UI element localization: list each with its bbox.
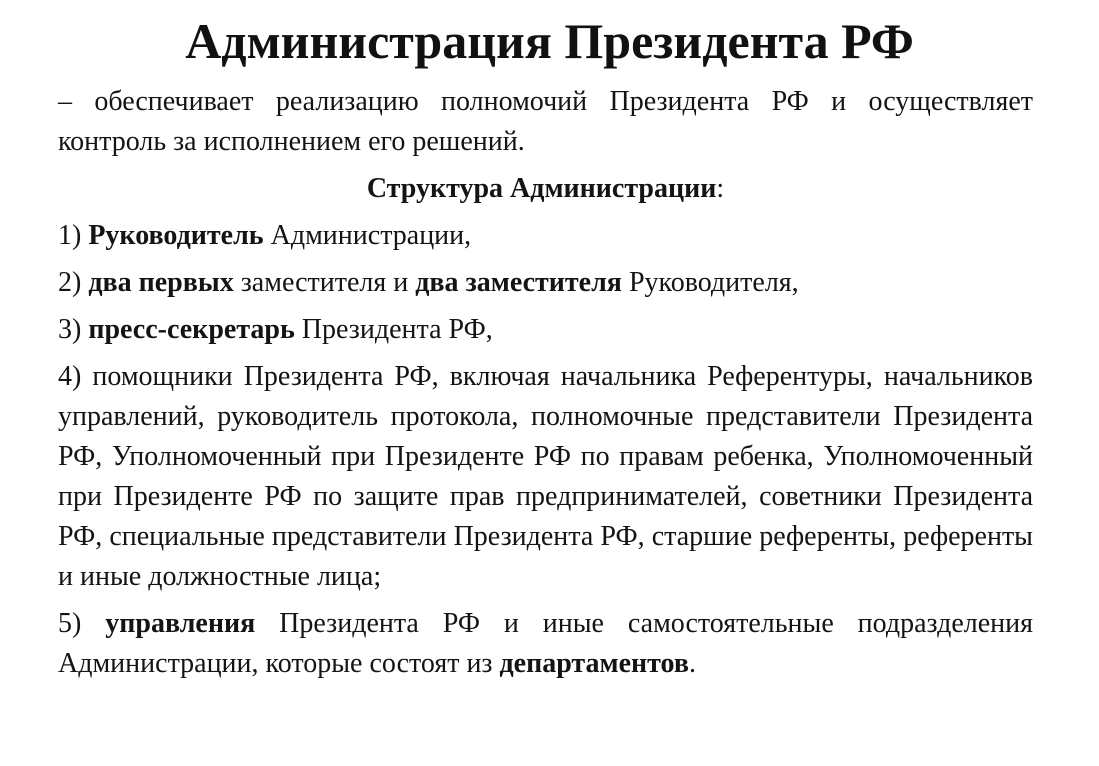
list-item-number: 1) — [58, 220, 82, 251]
list-item-5 — [58, 604, 1033, 684]
list-item-bold: два заместителя — [415, 267, 622, 298]
list-item-4 — [58, 357, 1033, 597]
structure-heading — [58, 169, 1033, 209]
list-item-text: Президента РФ, — [301, 314, 493, 345]
list-item-number: 3) — [58, 314, 82, 345]
structure-heading-colon: : — [716, 173, 725, 204]
list-item-text: Президента РФ и иные самостоятельные подразделения Администрации, которые состоят из — [58, 608, 1033, 679]
slide-body — [58, 82, 1033, 684]
list-item-number: 4) — [58, 361, 82, 392]
slide-title: Администрация Президента РФ — [185, 13, 914, 69]
list-item-1 — [58, 216, 1033, 256]
list-item-bold: департаментов — [499, 648, 689, 679]
list-item-end: . — [688, 648, 696, 679]
list-item-text: помощники Президента РФ, включая начальника Референтуры, начальников управлений, руководитель протокола, полномочные представители Президента РФ, Уполномоченный при Президенте РФ по правам ребенка, Уполномоченный при Президенте РФ по защите прав предпринимателей, советники Президента РФ, специальные представители Президента РФ, старшие референты, референты и иные должностные лица; — [58, 361, 1034, 592]
list-item-number: 5) — [58, 608, 82, 639]
list-item-number: 2) — [58, 267, 82, 298]
list-item-text: заместителя и — [240, 267, 409, 298]
list-item-text: Администрации, — [270, 220, 472, 251]
list-item-text: Руководителя, — [628, 267, 799, 298]
structure-heading-label: Структура Администрации — [366, 173, 717, 204]
intro-paragraph: – обеспечивает реализацию полномочий Президента РФ и осуществляет контроль за исполнением его решений. — [58, 86, 1033, 157]
list-item-bold: пресс-секретарь — [88, 314, 295, 345]
list-item-bold: два первых — [88, 267, 234, 298]
list-item-3 — [58, 310, 1033, 350]
list-item-2 — [58, 263, 1033, 303]
list-item-bold: управления — [105, 608, 256, 639]
list-item-bold: Руководитель — [88, 220, 264, 251]
